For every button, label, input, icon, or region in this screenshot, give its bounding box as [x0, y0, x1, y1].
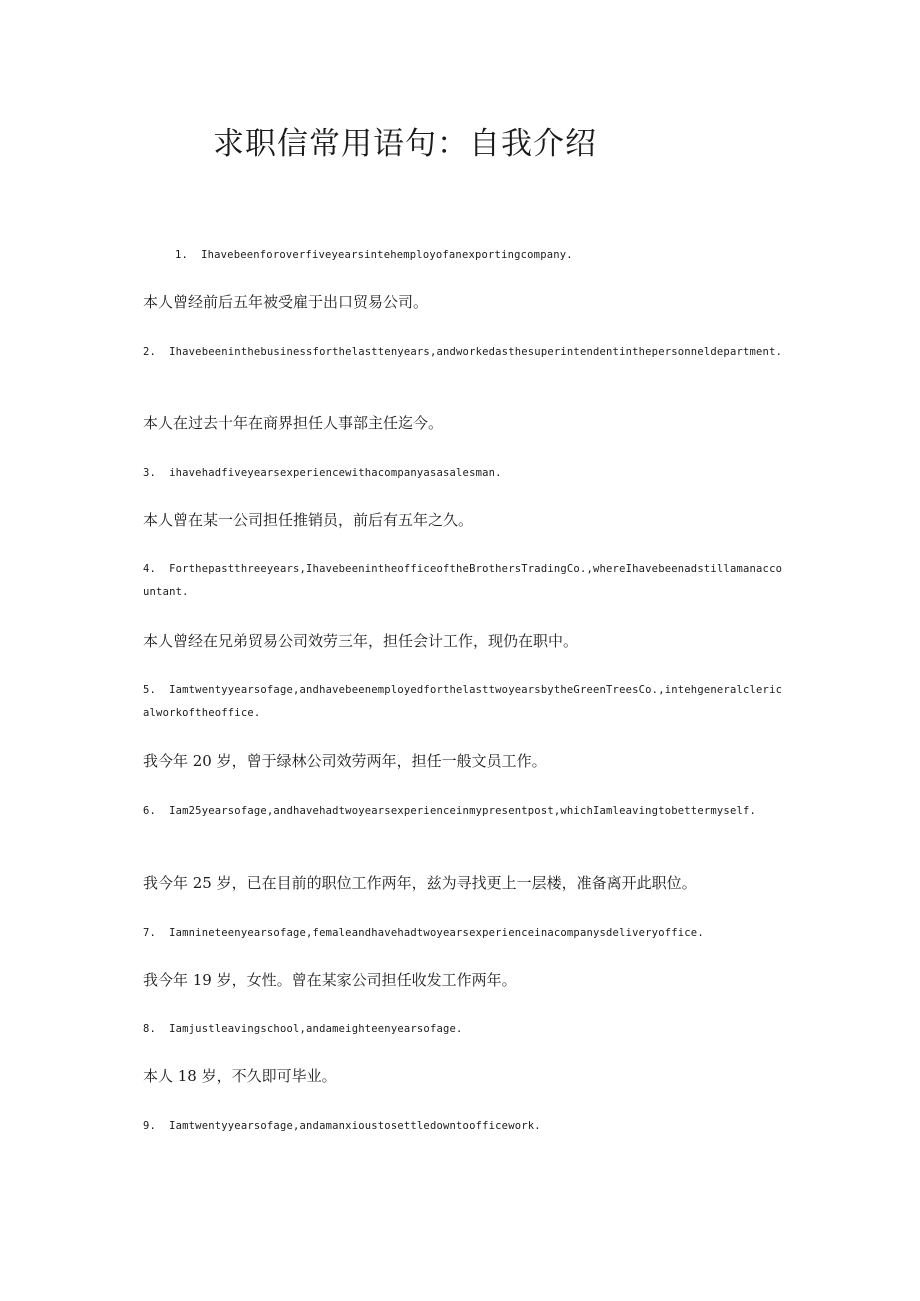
chinese-translation-4: 本人曾经在兄弟贸易公司效劳三年，担任会计工作，现仍在职中。: [143, 632, 579, 650]
chinese-translation-3: 本人曾在某一公司担任推销员，前后有五年之久。: [143, 511, 474, 529]
english-sentence-5: 5. Iamtwentyyearsofage,andhavebeenemployedforthelasttwoyearsbytheGreenTreesCo.,intehgeneralclericalworkoftheoffice.: [143, 684, 783, 719]
page-title: 求职信常用语句：自我介绍: [213, 126, 597, 162]
english-sentence-2: 2. Ihavebeeninthebusinessforthelasttenyears,andworkedasthesuperintendentinthepersonneldepartment.: [143, 346, 783, 358]
chinese-translation-2: 本人在过去十年在商界担任人事部主任迄今。: [143, 414, 444, 432]
english-sentence-7: 7. Iamnineteenyearsofage,femaleandhavehadtwoyearsexperienceinacompanysdeliveryoffice.: [143, 927, 704, 939]
english-sentence-3: 3. ihavehadfiveyearsexperiencewithacompanyasasalesman.: [143, 467, 502, 479]
chinese-translation-6: 我今年 25 岁，已在目前的职位工作两年，兹为寻找更上一层楼，准备离开此职位。: [143, 874, 697, 892]
chinese-translation-8: 本人 18 岁，不久即可毕业。: [143, 1067, 337, 1085]
english-sentence-4: 4. Forthepastthreeyears,IhavebeenintheofficeoftheBrothersTradingCo.,whereIhavebeenadstillamanaccountant.: [143, 563, 783, 598]
chinese-translation-7: 我今年 19 岁，女性。曾在某家公司担任收发工作两年。: [143, 971, 517, 989]
english-sentence-1: 1. Ihavebeenforoverfiveyearsintehemployofanexportingcompany.: [175, 249, 573, 261]
chinese-translation-5: 我今年 20 岁，曾于绿林公司效劳两年，担任一般文员工作。: [143, 752, 547, 770]
english-sentence-9: 9. Iamtwentyyearsofage,andamanxioustosettledowntoofficework.: [143, 1120, 541, 1132]
english-sentence-6: 6. Iam25yearsofage,andhavehadtwoyearsexperienceinmypresentpost,whichIamleavingtobettermyself.: [143, 805, 757, 817]
english-sentence-8: 8. Iamjustleavingschool,andameighteenyearsofage.: [143, 1023, 463, 1035]
chinese-translation-1: 本人曾经前后五年被受雇于出口贸易公司。: [143, 293, 429, 311]
